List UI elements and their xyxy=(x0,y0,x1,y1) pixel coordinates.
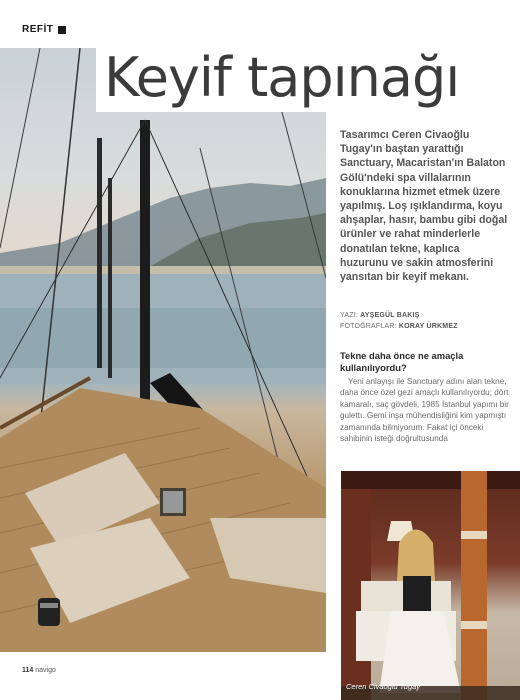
section-square-icon xyxy=(58,26,66,34)
hero-photo xyxy=(0,48,326,652)
interview-answer: Yeni anlayışı ile Sanctuary adını alan tekne, daha önce özel gezi amaçlı kullanılıyordu; dört kamaralı, saç gövdeli, 1985 İstanbul yapımı bir gulettı. Gemi inşa mühendisliğini kim yapmıştı zamanında bilmiyorum. Fakat içi önceki sahibinin isteği doğrultusunda xyxy=(340,377,509,444)
writer-name: AYŞEGÜL BAKIŞ xyxy=(360,312,420,319)
photographer-label: FOTOĞRAFLAR: xyxy=(340,323,397,330)
photographer-credit xyxy=(340,321,510,332)
credits xyxy=(340,310,510,332)
headline: Keyif tapınağı xyxy=(104,46,460,109)
intro-paragraph: Tasarımcı Ceren Civaoğlu Tugay'ın baştan yarattığı Sanctuary, Macaristan'ın Balaton Gölü'ndeki spa villalarının konuklarına hizmet etmek üzere yapılmış. Loş ışıklandırma, koyu ahşaplar, hasır, bambu gibi doğal ürünler ve rahat minderlerle donatılan tekne, kaplıca huzurunu ve sakin atmosferini yansıtan bir keyif mekanı. xyxy=(340,129,508,284)
portrait-photo xyxy=(341,471,520,700)
section-tag xyxy=(22,24,66,35)
interview-question: Tekne daha önce ne amaçla kullanılıyordu? xyxy=(340,350,464,373)
portrait-caption: Ceren Civaoğlu Tugay xyxy=(346,682,421,691)
section-label: REFİT xyxy=(22,24,54,35)
publication-name: navigo xyxy=(35,667,56,674)
page-footer xyxy=(22,667,56,674)
writer-credit xyxy=(340,310,510,321)
photographer-name: KORAY ÜRKMEZ xyxy=(398,323,458,330)
page-number: 114 xyxy=(22,667,34,674)
writer-label: YAZI: xyxy=(340,312,358,319)
